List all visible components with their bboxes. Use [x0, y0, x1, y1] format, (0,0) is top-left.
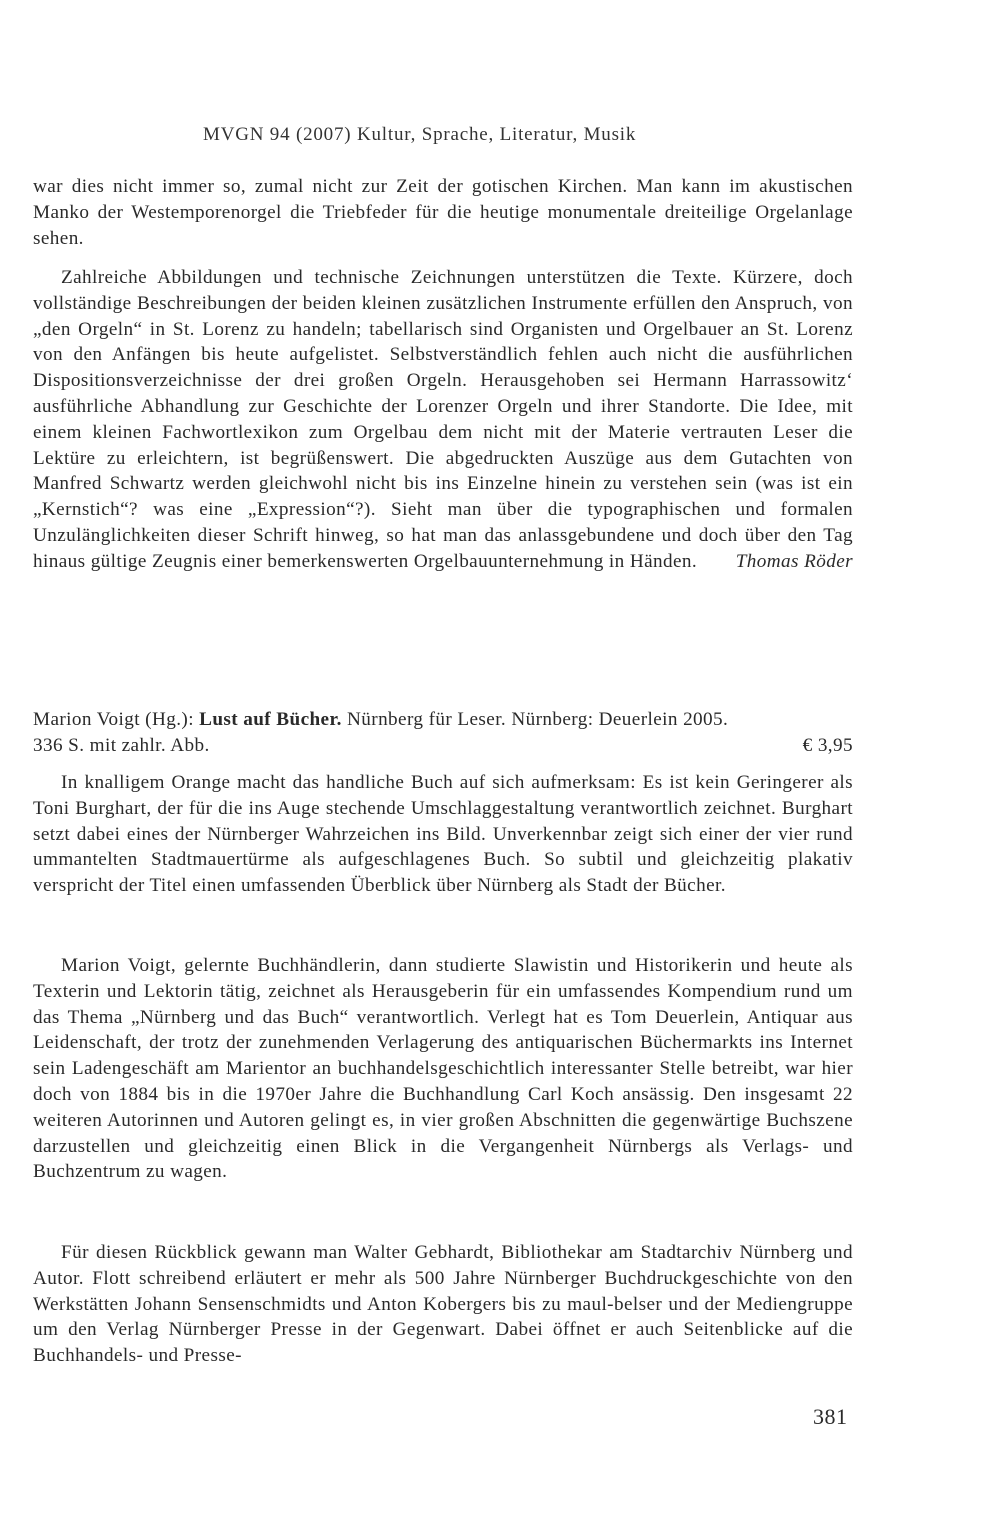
- biblio-title: Lust auf Bücher.: [199, 709, 342, 730]
- biblio-extent: 336 S. mit zahlr. Abb.: [33, 734, 210, 756]
- review2-body-3: [33, 1240, 853, 1369]
- biblio-publication: Nürnberg für Leser. Nürnberg: Deuerlein 2005.: [341, 709, 729, 730]
- review1-body: [33, 265, 853, 575]
- review1-paragraph-1: [33, 265, 853, 575]
- review1-paragraph-1-text: Zahlreiche Abbildungen und technische Zeichnungen unterstützen die Texte. Kürzere, doch vollständige Beschreibungen der beiden kleinen zusätzlichen Instrumente erfüllen den Anspruch, von „den Orgeln“ in St. Lorenz zu handeln; tabellarisch sind Organisten und Orgelbauer an St. Lorenz von den Anfängen bis heute aufgelistet. Selbstverständlich fehlen auch nicht die ausführlichen Dispositionsverzeichnisse der drei großen Orgeln. Herausgehoben sei Hermann Harrassowitz‘ ausführliche Abhandlung zur Geschichte der Lorenzer Orgeln und ihrer Standorte. Die Idee, mit einem kleinen Fachwortlexikon zum Orgelbau dem nicht mit der Materie vertrauten Leser die Lektüre zu erleichtern, ist begrüßenswert. Die abgedruckten Auszüge aus dem Gutachten von Manfred Schwartz werden gleichwohl nicht bis ins Einzelne hinein zu verstehen sein (was ist ein „Kernstich“? was eine „Expression“?). Sieht man über die typographischen und formalen Unzulänglichkeiten dieser Schrift hinweg, so hat man das anlassgebundene und doch über den Tag hinaus gültige Zeugnis einer bemerkenswerten Orgelbauunternehmung in Händen.: [33, 267, 853, 572]
- review1-continuation: [33, 174, 853, 251]
- page-number: 381: [813, 1404, 848, 1429]
- biblio-line-2: [33, 733, 853, 759]
- running-head: MVGN 94 (2007) Kultur, Sprache, Literatur, Musik: [203, 124, 637, 145]
- biblio-author: Marion Voigt (Hg.):: [33, 709, 200, 730]
- reviewer-signature: Thomas Röder: [735, 550, 853, 572]
- review2-paragraph-3: Für diesen Rückblick gewann man Walter Gebhardt, Bibliothekar am Stadtarchiv Nürnberg und Autor. Flott schreibend erläutert er mehr als 500 Jahre Nürnberger Buchdruckgeschichte von den Werkstätten Johann Sensenschmidts und Anton Kobergers bis zu maul-belser und der Mediengruppe um den Verlag Nürnberger Presse in der Gegenwart. Dabei öffnet er auch Seitenblicke auf die Buchhandels- und Presse-: [33, 1242, 853, 1367]
- review2-body-1: [33, 770, 853, 899]
- review1-paragraph-0: war dies nicht immer so, zumal nicht zur Zeit der gotischen Kirchen. Man kann im akustischen Manko der Westemporenorgel die Triebfeder für die heutige monumentale dreiteilige Orgelanlage sehen.: [33, 176, 853, 249]
- review2-paragraph-1: In knalligem Orange macht das handliche Buch auf sich aufmerksam: Es ist kein Geringerer als Toni Burghart, der für die ins Auge stechende Umschlaggestaltung verantwortlich zeichnet. Burghart setzt dabei eines der Nürnberger Wahrzeichen ins Bild. Unverkennbar zeigt sich einer der vier rund ummantelten Stadtmauertürme als aufgeschlagenes Buch. So subtil und gleichzeitig plakativ verspricht der Titel einen umfassenden Überblick über Nürnberg als Stadt der Bücher.: [33, 772, 853, 897]
- biblio-line-1: [33, 707, 853, 733]
- review2-paragraph-2: Marion Voigt, gelernte Buchhändlerin, dann studierte Slawistin und Historikerin und heute als Texterin und Lektorin tätig, zeichnet als Herausgeberin für ein umfassendes Kompendium rund um das Thema „Nürnberg und das Buch“ verantwortlich. Verlegt hat es Tom Deuerlein, Antiquar aus Leidenschaft, der trotz der zunehmenden Verlagerung des antiquarischen Büchermarkts ins Internet sein Ladengeschäft am Marientor an buchhandelsgeschichtlich interessanter Stelle betreibt, war hier doch von 1884 bis in die 1970er Jahre die Buchhandlung Carl Koch ansässig. Den insgesamt 22 weiteren Autorinnen und Autoren gelingt es, in vier großen Abschnitten die gegenwärtige Buchszene darzustellen und gleichzeitig einen Blick in die Vergangenheit Nürnbergs als Verlags- und Buchzentrum zu wagen.: [33, 955, 853, 1183]
- review2-body-2: [33, 953, 853, 1185]
- biblio-price: € 3,95: [802, 734, 853, 756]
- bibliographic-entry: [33, 707, 853, 759]
